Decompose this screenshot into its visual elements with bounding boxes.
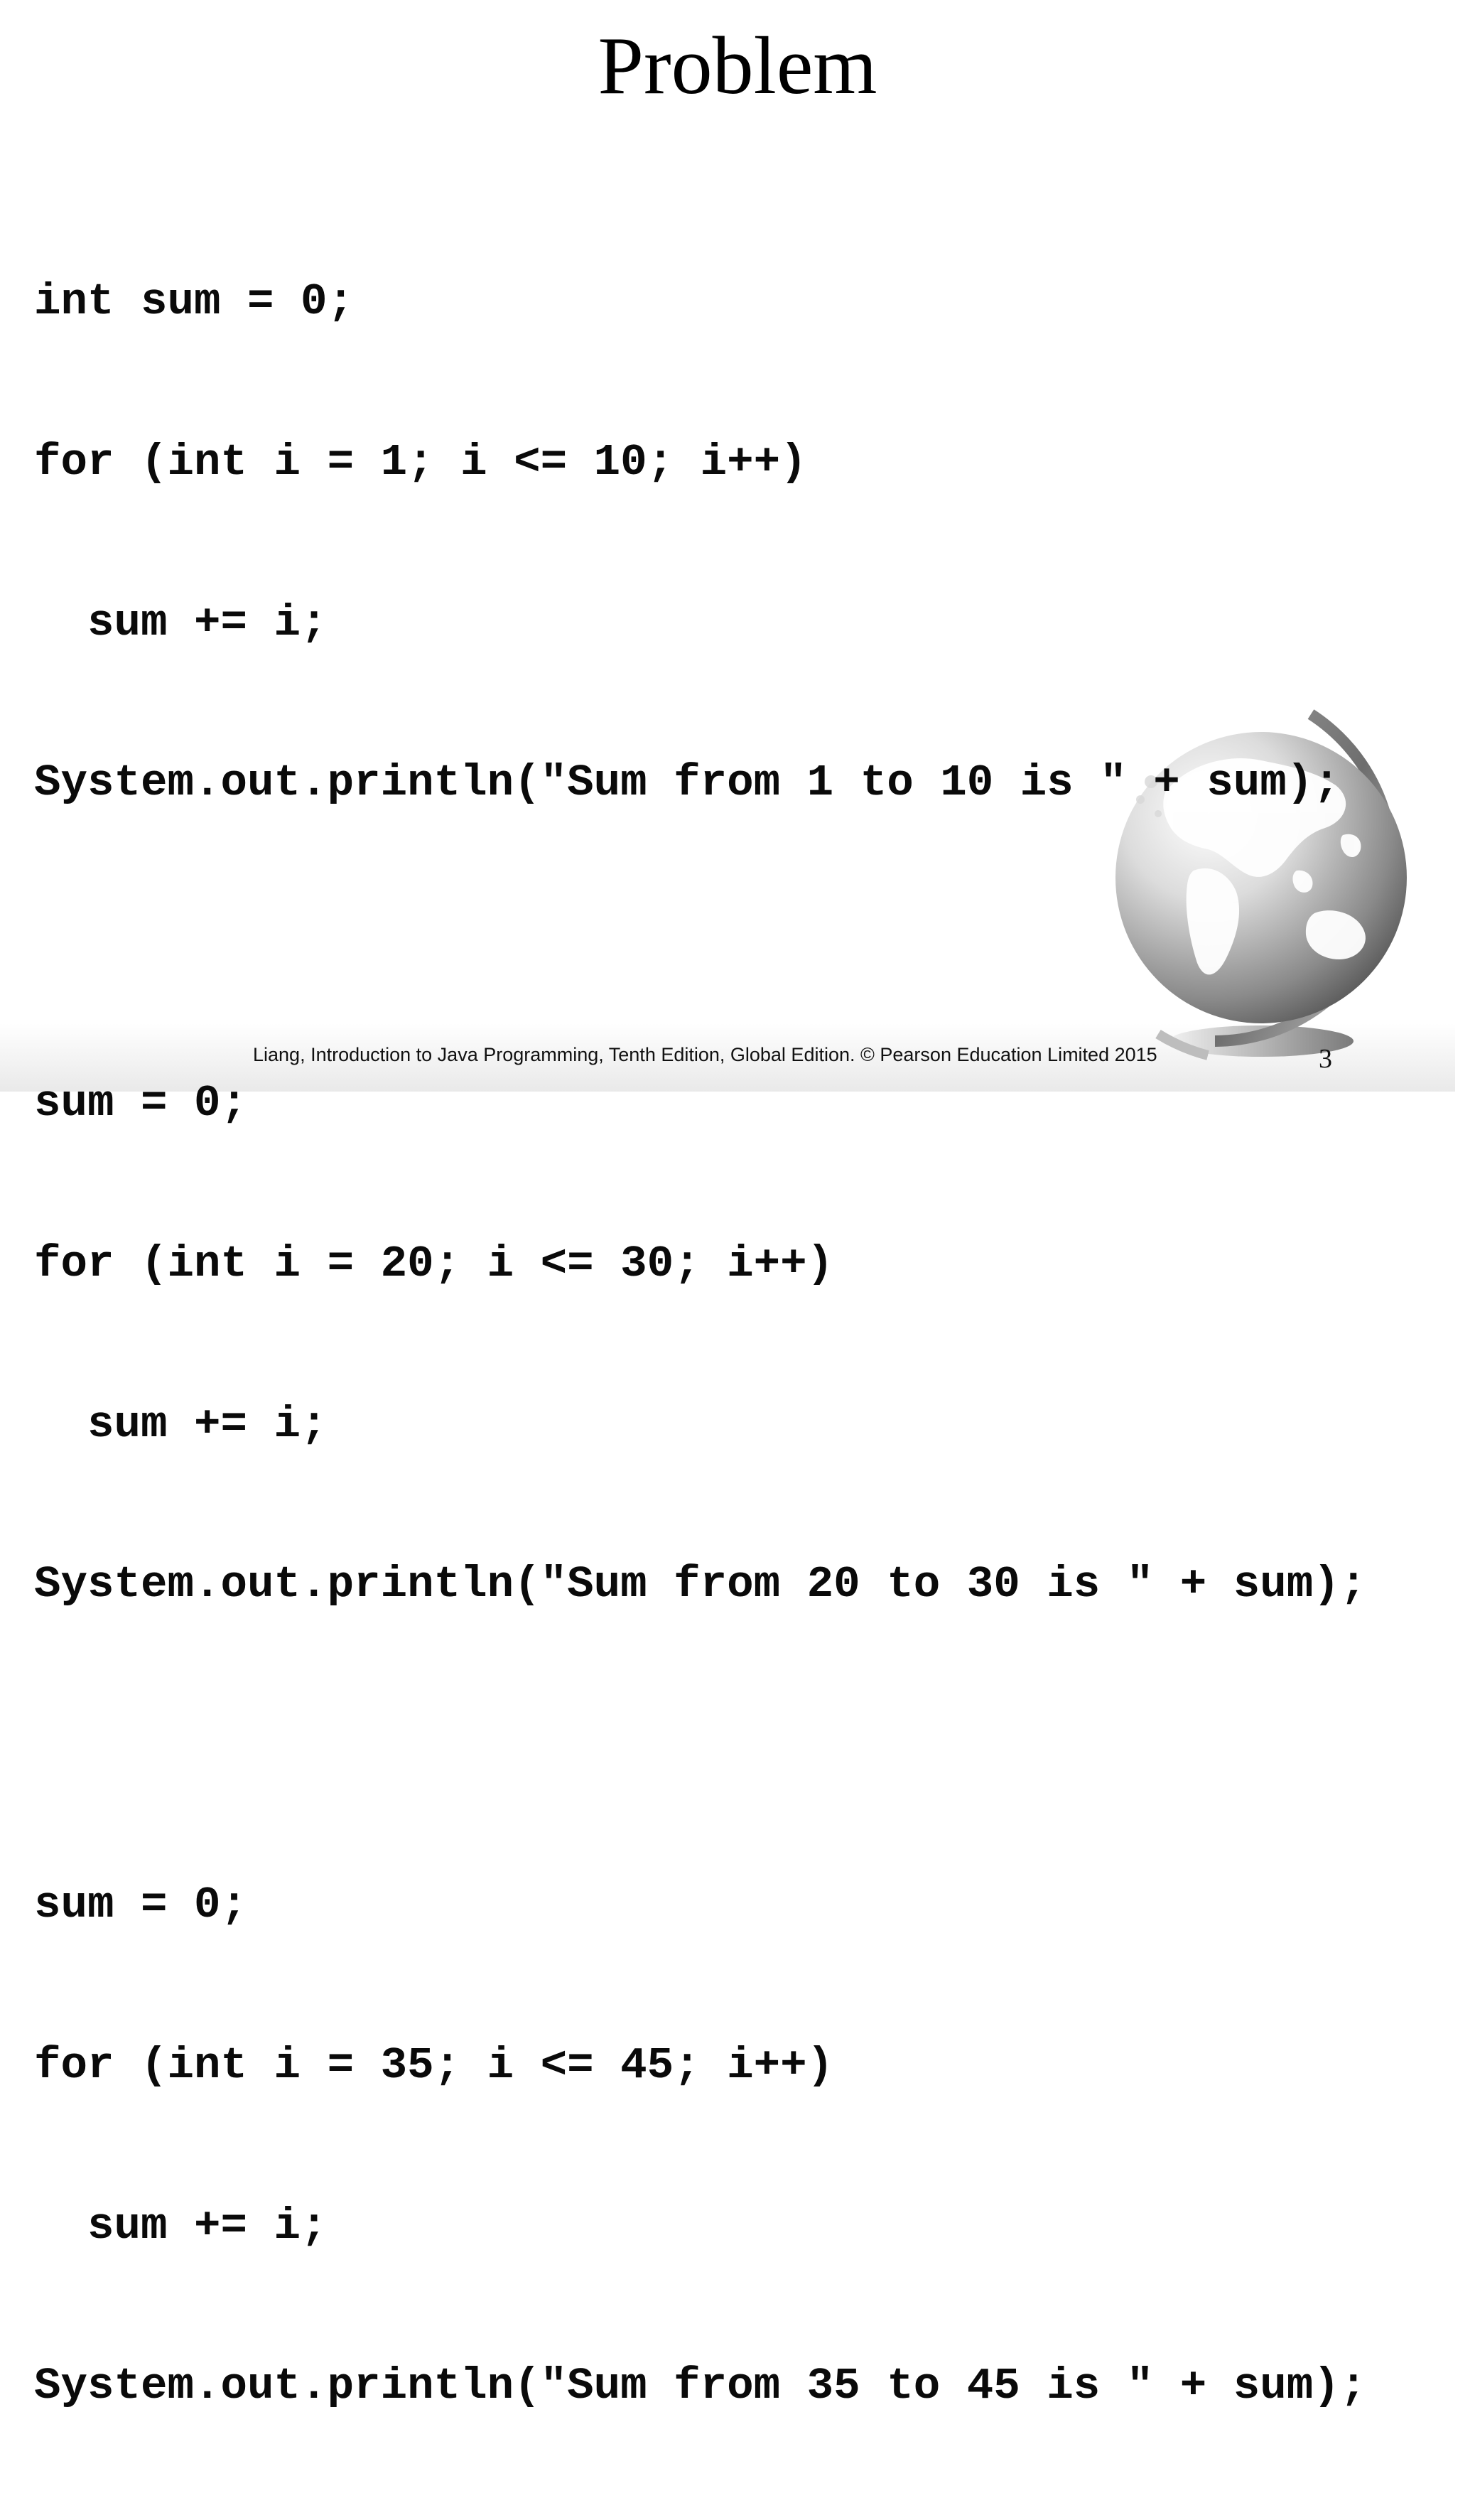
code-line: for (int i = 20; i <= 30; i++) xyxy=(34,1238,834,1289)
code-line: System.out.println("Sum from 35 to 45 is " + sum); xyxy=(34,2361,1367,2412)
page-number: 3 xyxy=(1319,1044,1332,1074)
code-line: for (int i = 35; i <= 45; i++) xyxy=(34,2040,834,2091)
code-line: sum += i; xyxy=(34,597,328,648)
code-block xyxy=(34,168,1366,2520)
slide-title: Problem xyxy=(598,21,877,112)
code-line: System.out.println("Sum from 20 to 30 is " + sum); xyxy=(34,1559,1367,1610)
code-line: int sum = 0; xyxy=(34,276,355,328)
code-line: sum = 0; xyxy=(34,1880,248,1931)
code-line xyxy=(34,917,1366,970)
code-line: System.out.println("Sum from 1 to 10 is " + sum); xyxy=(34,758,1340,809)
code-line: sum += i; xyxy=(34,2200,328,2251)
footer-citation: Liang, Introduction to Java Programming, Tenth Edition, Global Edition. © Pearson Education Limited 2015 xyxy=(253,1044,1157,1065)
code-line: sum += i; xyxy=(34,1399,328,1450)
code-line xyxy=(34,1718,1366,1772)
code-line: sum = 0; xyxy=(34,1078,248,1129)
code-line: for (int i = 1; i <= 10; i++) xyxy=(34,437,807,488)
